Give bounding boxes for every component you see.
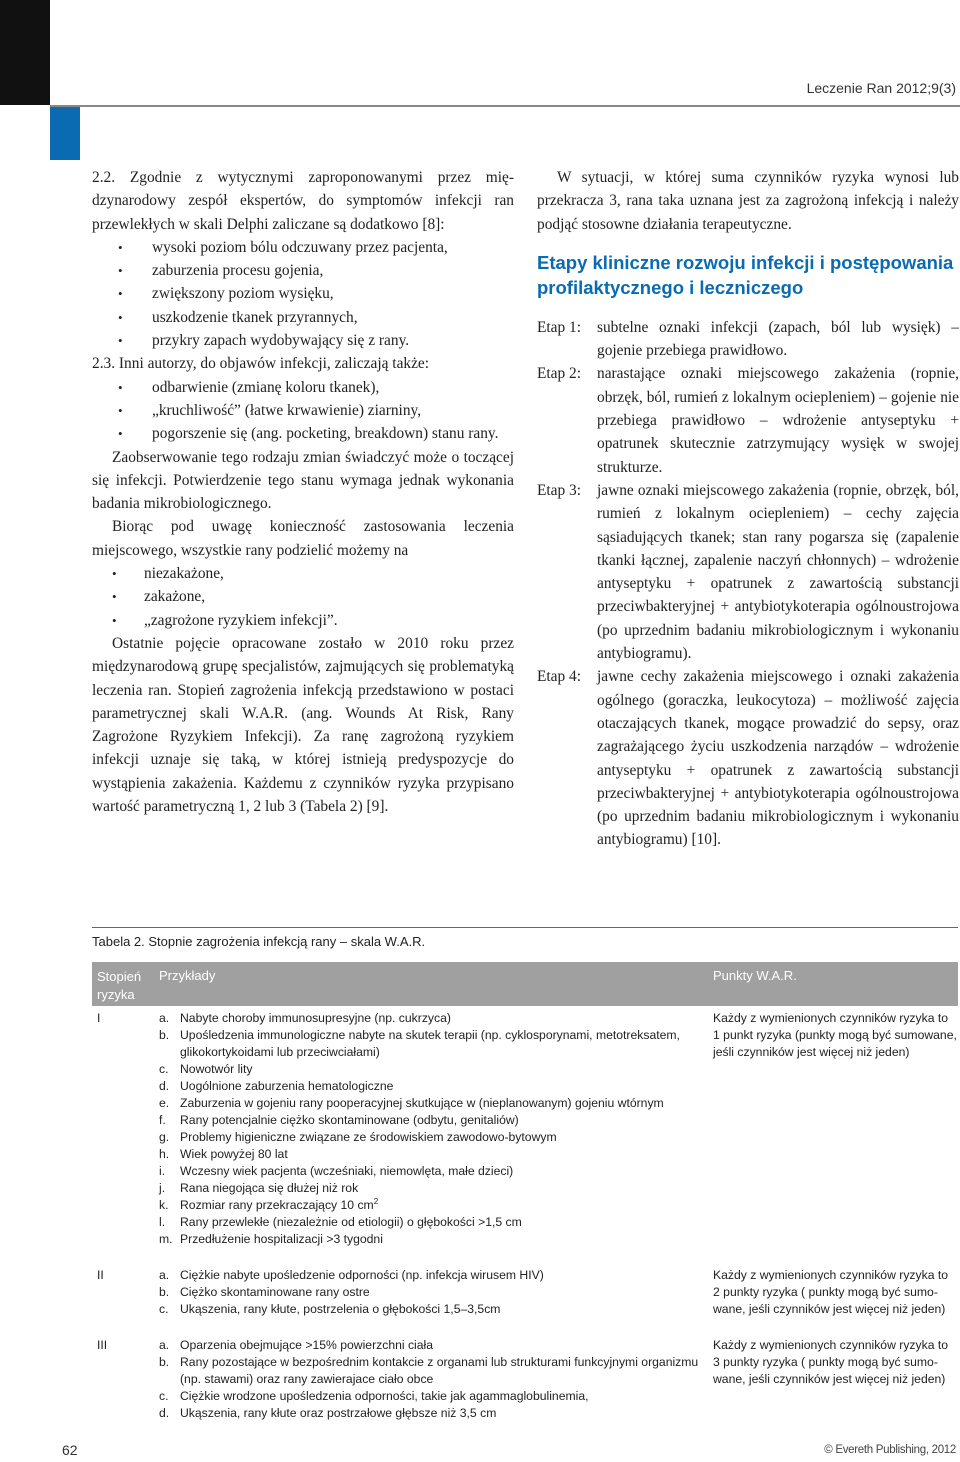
item-text: Przedłużenie hospitalizacji >3 tygodni [180, 1232, 383, 1246]
section-heading: Etapy kliniczne rozwoju infekcji i postępowania profilaktycznego i leczniczego [537, 251, 954, 298]
item-letter: a. [159, 1338, 170, 1352]
item-letter: m. [159, 1232, 173, 1246]
item-text: Rana niegojąca się dłużej niż rok [180, 1181, 359, 1195]
item-letter: d. [159, 1406, 170, 1420]
item-letter: j. [159, 1181, 166, 1195]
table-row [92, 1010, 958, 1248]
copyright-notice: © Evereth Publishing, 2012 [824, 1444, 956, 1456]
risk-level: III [97, 1338, 108, 1352]
table-body [92, 1010, 958, 1422]
table-row [92, 1337, 958, 1422]
list-item [159, 1267, 704, 1284]
list-item [159, 1354, 704, 1388]
item-text: Nowotwór lity [180, 1062, 253, 1076]
stage-item [537, 362, 959, 478]
item-text: Upośledzenia immunologiczne nabyte na skutek terapii (np. cyklosporynami, metotreksatem, glikokortykoidami lub przeciwciałami) [180, 1028, 680, 1059]
stage-text: subtelne oznaki infekcji (zapach, ból lub wysięk) – gojenie przebiega prawidłowo. [597, 318, 959, 360]
list-item [159, 1027, 704, 1061]
list-item: • „kruchliwość” (łatwe krwawienie) ziarniny, [92, 399, 514, 422]
item-letter: a. [159, 1268, 170, 1282]
item-text: Rany pozostające w bezpośrednim kontakcie z organami lub strukturami funkcyjnymi organizmu (np. stawami) oraz rany zawierajace ciało obce [180, 1355, 699, 1386]
risk-examples [159, 1010, 704, 1248]
list-item: • odbarwienie (zmianę koloru tkanek), [92, 376, 514, 399]
decorative-black-bar [0, 0, 50, 105]
column-header-level: Stopień ryzyka [97, 969, 142, 1002]
stage-label: Etap 4: [537, 668, 582, 686]
column-header-points: Punkty W.A.R. [713, 968, 797, 983]
table-top-rule [92, 927, 958, 928]
item-text [180, 1197, 704, 1214]
item-letter: f. [159, 1113, 166, 1127]
risk-level: I [97, 1011, 101, 1025]
list-item [159, 1180, 704, 1197]
stage-label: Etap 1: [537, 318, 582, 336]
item-letter: c. [159, 1389, 169, 1403]
item-letter: a. [159, 1011, 170, 1025]
paragraph-classification: Biorąc pod uwagę konieczność zastosowania leczenia miejscowego, wszystkie rany podzielić możemy na [92, 518, 514, 559]
item-text: Ciężkie wrodzone upośledzenia odporności, takie jak agammaglobulinemia, [180, 1389, 589, 1403]
left-column [92, 166, 514, 818]
item-letter: g. [159, 1130, 170, 1144]
list-item: • zwiększony poziom wysięku, [92, 282, 514, 305]
item-text: Problemy higieniczne związane ze środowiskiem zawodowo-bytowym [180, 1130, 557, 1144]
list-item: • przykry zapach wydobywający się z rany. [92, 329, 514, 352]
item-text: Rany przewlekłe (niezależnie od etiologii) o głębokości >1,5 cm [180, 1215, 522, 1229]
list-item [159, 1284, 704, 1301]
list-item: • zakażone, [92, 585, 514, 608]
stage-list [537, 316, 959, 852]
list-item [159, 1146, 704, 1163]
item-text-main: Rozmiar rany przekraczający 10 cm [180, 1198, 374, 1212]
item-letter: c. [159, 1062, 169, 1076]
paragraph-2-3: 2.3. Inni autorzy, do objawów infekcji, zaliczają także: [92, 355, 430, 373]
stage-text: narastające oznaki miejscowego zakażenia (ropnie, obrzęk, ból, rumień z lokalnym ociepleniem) – gojenie nie przebiega prawidłowo – wdrożenie antyseptyku + opatrunek skutecznie zatrzymujący wysięk w swojej strukturze. [597, 365, 959, 476]
header-rule [50, 105, 960, 107]
list-item [159, 1078, 704, 1095]
item-letter: b. [159, 1028, 170, 1042]
item-text: Ciężko skontaminowane rany ostre [180, 1285, 370, 1299]
item-letter: b. [159, 1285, 170, 1299]
list-item [159, 1337, 704, 1354]
risk-points: Każdy z wymienionych czynników ryzyka to 3 punkty ryzyka ( punkty mogą być sumowane, jeśli czynników jest więcej niż jeden) [713, 1338, 949, 1386]
list-item [159, 1061, 704, 1078]
superscript: 2 [373, 1196, 379, 1206]
other-symptom-list [92, 376, 514, 446]
risk-examples [159, 1337, 704, 1422]
risk-points: Każdy z wymienionych czynników ryzyka to 2 punkty ryzyka ( punkty mogą być sumowane, jeśli czynników jest więcej niż jeden) [713, 1268, 949, 1316]
item-letter: b. [159, 1355, 170, 1369]
item-letter: d. [159, 1079, 170, 1093]
list-item [159, 1163, 704, 1180]
page-number: 62 [62, 1442, 78, 1458]
list-item [159, 1214, 704, 1231]
list-item [159, 1197, 704, 1214]
delphi-symptom-list [92, 236, 514, 352]
item-letter: l. [159, 1215, 166, 1229]
stage-item [537, 479, 959, 665]
table-row [92, 1267, 958, 1318]
list-item: • wysoki poziom bólu odczuwany przez pacjenta, [92, 236, 514, 259]
item-text: Uogólnione zaburzenia hematologiczne [180, 1079, 394, 1093]
list-item: • zaburzenia procesu gojenia, [92, 259, 514, 282]
paragraph-observation: Zaobserwowanie tego rodzaju zmian świadczyć może o toczącej się infekcji. Potwierdzenie tego stanu wymaga jednak wykonania badania mikrobiologicznego. [92, 448, 514, 513]
table-caption: Tabela 2. Stopnie zagrożenia infekcją rany – skala W.A.R. [92, 934, 426, 949]
stage-label: Etap 3: [537, 481, 582, 499]
item-letter: h. [159, 1147, 170, 1161]
list-item: • „zagrożone ryzykiem infekcji”. [92, 609, 514, 632]
list-item: • pogorszenie się (ang. pocketing, breakdown) stanu rany. [92, 422, 514, 445]
list-item [159, 1112, 704, 1129]
risk-level: II [97, 1268, 104, 1282]
item-text: Rany potencjalnie ciężko skontaminowane (odbytu, genitaliów) [180, 1113, 519, 1127]
list-item [159, 1231, 704, 1248]
list-item [159, 1405, 704, 1422]
stage-text: jawne oznaki miejscowego zakażenia (ropnie, obrzęk, ból, rumień z lokalnym ociepleniem) – cechy zajęcia sąsiadujących tkanek; stan rany pogarsza się (zapalenie tkanki łącznej, zapalenie naczyń chłonnych) – wdrożenie antyseptyku + opatrunek z zawartością substancji przeciwbakteryjnej + antybiotykoterapia ogólnoustrojowa (po uprzednim badaniu mikrobiologicznym i wykonaniu antybiogramu). [597, 481, 959, 663]
list-item [159, 1095, 704, 1112]
item-text: Zaburzenia w gojeniu rany pooperacyjnej skutkujące w (nieplanowanym) gojeniu wtórnym [180, 1096, 664, 1110]
item-letter: k. [159, 1198, 169, 1212]
list-item [159, 1129, 704, 1146]
table-header [92, 962, 958, 1006]
item-text: Ciężkie nabyte upośledzenie odporności (np. infekcja wirusem HIV) [180, 1268, 544, 1282]
item-letter: c. [159, 1302, 169, 1316]
item-letter: e. [159, 1096, 170, 1110]
list-item [159, 1010, 704, 1027]
risk-examples [159, 1267, 704, 1318]
item-text: Ukąszenia, rany kłute oraz postrzałowe głębsze niż 3,5 cm [180, 1406, 497, 1420]
item-text: Ukąszenia, rany kłute, postrzelenia o głębokości 1,5–3,5cm [180, 1302, 501, 1316]
item-text: Nabyte choroby immunosupresyjne (np. cukrzyca) [180, 1011, 451, 1025]
item-letter: i. [159, 1164, 166, 1178]
paragraph-war-scale: Ostatnie pojęcie opracowane zostało w 2010 roku przez międzynarodową grupę specjalistów, zajmujących się problematyką leczenia ran. Stopień zagrożenia infekcją przedstawiono w postaci parametrycznej skali W.A.R. (ang. Wounds At Risk, Rany Zagrożone Ryzykiem Infekcji). Za ranę zagrożoną ryzykiem infekcji uznaje się taką, w której istnieją predyspozycje do wystąpienia zakażenia. Każdemu z czynników ryzyka przypisano wartość parametryczną 1, 2 lub 3 (Tabela 2) [9]. [92, 634, 514, 816]
risk-points: Każdy z wymienionych czynników ryzyka to 1 punkt ryzyka (punkty mogą być sumowane, jeśli czynników jest więcej niż jeden) [713, 1011, 957, 1059]
stage-item [537, 316, 959, 363]
journal-citation: Leczenie Ran 2012;9(3) [806, 80, 956, 96]
item-text: Wiek powyżej 80 lat [180, 1147, 288, 1161]
list-item: • uszkodzenie tkanek przyrannych, [92, 306, 514, 329]
stage-text: jawne cechy zakażenia miejscowego i oznaki zakażenia ogólnego (goraczka, leukocytoza) – możliwość zajęcia otaczających tkanek, mogące prowadzić do sepsy, oraz zagrażającego życiu uszkodzenia narządów – wdrożenie antyseptyku + opatrunek z zawartością substancji przeciwbakteryjnej + antybiotykoterapia ogólnoustrojowa (po uprzednim badaniu mikrobiologicznym i wykonaniu antybiogramu) [10]. [597, 668, 959, 849]
list-item: • niezakażone, [92, 562, 514, 585]
list-item [159, 1388, 704, 1405]
decorative-blue-bar [50, 105, 80, 160]
wound-category-list [92, 562, 514, 632]
right-column [537, 166, 959, 852]
item-text: Oparzenia obejmujące >15% powierzchni ciała [180, 1338, 434, 1352]
stage-item [537, 665, 959, 851]
stage-label: Etap 2: [537, 365, 582, 383]
item-text: Wczesny wiek pacjenta (wcześniaki, niemowlęta, małe dzieci) [180, 1164, 514, 1178]
paragraph-2-2: 2.2. Zgodnie z wytycznymi zaproponowanymi przez międzynarodowy zespół ekspertów, do symptomów infekcji ran przewlekłych w skali Delphi zaliczane są dodatkowo [8]: [92, 169, 514, 233]
column-header-examples: Przykłady [159, 968, 216, 983]
list-item [159, 1301, 704, 1318]
paragraph-risk-sum: W sytuacji, w której suma czynników ryzyka wynosi lub przekracza 3, rana taka uznana jest za zagrożoną infekcją i należy podjąć stosowne działania terapeutyczne. [537, 169, 959, 233]
